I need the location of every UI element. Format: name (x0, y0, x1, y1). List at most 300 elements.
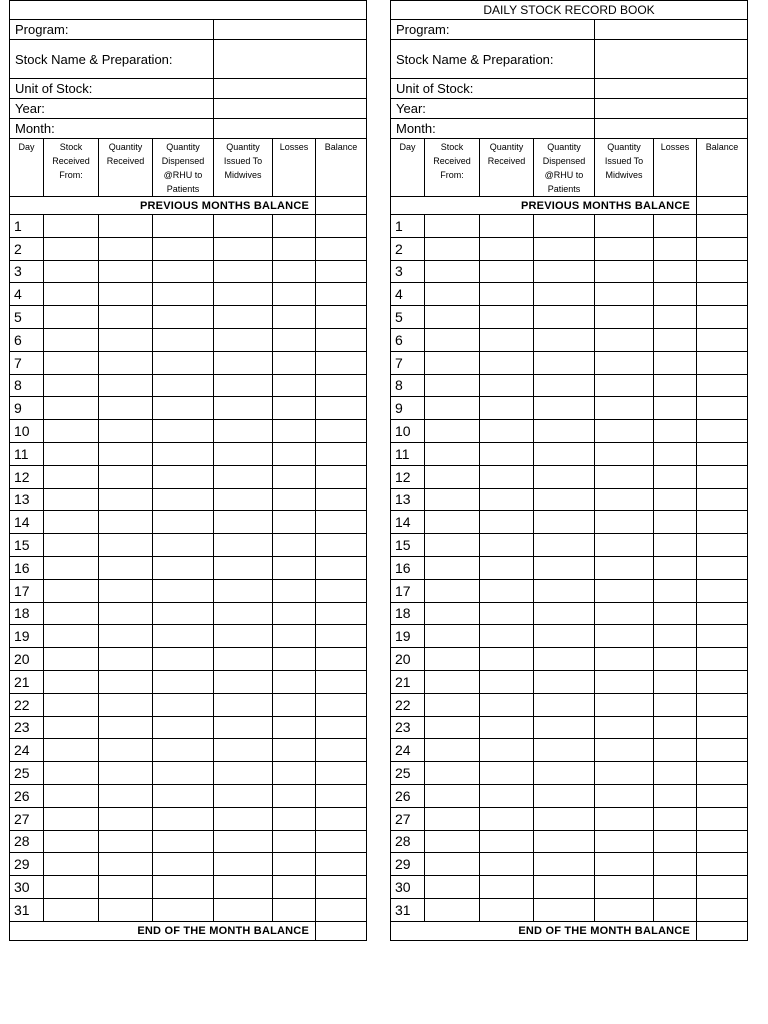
stock-received-from-cell[interactable] (44, 625, 99, 648)
balance-cell[interactable] (316, 420, 367, 443)
stock-received-from-cell[interactable] (425, 807, 480, 830)
stock-received-from-cell[interactable] (425, 716, 480, 739)
stock-received-from-cell[interactable] (425, 579, 480, 602)
quantity-issued-cell[interactable] (595, 625, 654, 648)
stock-received-from-cell[interactable] (425, 898, 480, 921)
losses-cell[interactable] (654, 670, 697, 693)
quantity-issued-cell[interactable] (595, 876, 654, 899)
quantity-received-cell[interactable] (99, 579, 153, 602)
balance-cell[interactable] (316, 602, 367, 625)
quantity-received-cell[interactable] (99, 351, 153, 374)
losses-cell[interactable] (654, 876, 697, 899)
quantity-issued-cell[interactable] (214, 670, 273, 693)
losses-cell[interactable] (273, 328, 316, 351)
stock-received-from-cell[interactable] (44, 534, 99, 557)
quantity-dispensed-cell[interactable] (534, 260, 595, 283)
quantity-dispensed-cell[interactable] (534, 215, 595, 238)
quantity-received-cell[interactable] (480, 853, 534, 876)
quantity-received-cell[interactable] (99, 556, 153, 579)
stock-received-from-cell[interactable] (425, 602, 480, 625)
quantity-dispensed-cell[interactable] (534, 420, 595, 443)
quantity-issued-cell[interactable] (595, 807, 654, 830)
quantity-received-cell[interactable] (480, 716, 534, 739)
quantity-dispensed-cell[interactable] (153, 648, 214, 671)
balance-cell[interactable] (697, 807, 748, 830)
balance-cell[interactable] (316, 374, 367, 397)
balance-cell[interactable] (697, 465, 748, 488)
quantity-received-cell[interactable] (480, 351, 534, 374)
quantity-received-cell[interactable] (99, 237, 153, 260)
quantity-dispensed-cell[interactable] (534, 670, 595, 693)
stock-received-from-cell[interactable] (44, 762, 99, 785)
stock-received-from-cell[interactable] (425, 397, 480, 420)
losses-cell[interactable] (654, 807, 697, 830)
quantity-dispensed-cell[interactable] (153, 237, 214, 260)
stock-received-from-cell[interactable] (44, 602, 99, 625)
stock-received-from-cell[interactable] (425, 215, 480, 238)
quantity-dispensed-cell[interactable] (153, 807, 214, 830)
losses-cell[interactable] (654, 260, 697, 283)
stock-received-from-cell[interactable] (425, 511, 480, 534)
balance-cell[interactable] (697, 670, 748, 693)
quantity-dispensed-cell[interactable] (534, 716, 595, 739)
quantity-received-cell[interactable] (480, 534, 534, 557)
quantity-dispensed-cell[interactable] (534, 488, 595, 511)
balance-cell[interactable] (697, 260, 748, 283)
quantity-issued-cell[interactable] (214, 625, 273, 648)
quantity-dispensed-cell[interactable] (534, 876, 595, 899)
stock-received-from-cell[interactable] (44, 739, 99, 762)
stock-received-from-cell[interactable] (44, 898, 99, 921)
losses-cell[interactable] (273, 648, 316, 671)
stock-received-from-cell[interactable] (44, 260, 99, 283)
losses-cell[interactable] (273, 215, 316, 238)
losses-cell[interactable] (273, 625, 316, 648)
stock-received-from-cell[interactable] (44, 215, 99, 238)
quantity-received-cell[interactable] (99, 283, 153, 306)
quantity-dispensed-cell[interactable] (153, 853, 214, 876)
balance-cell[interactable] (697, 397, 748, 420)
quantity-issued-cell[interactable] (214, 306, 273, 329)
quantity-received-cell[interactable] (99, 648, 153, 671)
losses-cell[interactable] (273, 739, 316, 762)
quantity-issued-cell[interactable] (214, 351, 273, 374)
stock-received-from-cell[interactable] (44, 306, 99, 329)
quantity-dispensed-cell[interactable] (153, 534, 214, 557)
stock-received-from-cell[interactable] (425, 306, 480, 329)
quantity-issued-cell[interactable] (595, 351, 654, 374)
quantity-issued-cell[interactable] (595, 853, 654, 876)
quantity-issued-cell[interactable] (214, 397, 273, 420)
quantity-received-cell[interactable] (480, 237, 534, 260)
losses-cell[interactable] (654, 556, 697, 579)
stock-received-from-cell[interactable] (44, 328, 99, 351)
balance-cell[interactable] (316, 876, 367, 899)
stock-received-from-cell[interactable] (425, 784, 480, 807)
quantity-dispensed-cell[interactable] (534, 328, 595, 351)
balance-cell[interactable] (697, 739, 748, 762)
quantity-issued-cell[interactable] (214, 602, 273, 625)
quantity-issued-cell[interactable] (595, 374, 654, 397)
quantity-received-cell[interactable] (480, 625, 534, 648)
quantity-issued-cell[interactable] (214, 283, 273, 306)
balance-cell[interactable] (316, 442, 367, 465)
losses-cell[interactable] (273, 351, 316, 374)
quantity-dispensed-cell[interactable] (534, 830, 595, 853)
program-field[interactable] (214, 20, 367, 40)
stock-name-field[interactable] (214, 40, 367, 79)
losses-cell[interactable] (273, 830, 316, 853)
stock-received-from-cell[interactable] (44, 556, 99, 579)
previous-balance-field[interactable] (697, 197, 748, 215)
quantity-dispensed-cell[interactable] (534, 739, 595, 762)
balance-cell[interactable] (316, 830, 367, 853)
balance-cell[interactable] (316, 784, 367, 807)
losses-cell[interactable] (273, 784, 316, 807)
month-field[interactable] (595, 119, 748, 139)
balance-cell[interactable] (697, 511, 748, 534)
quantity-received-cell[interactable] (480, 670, 534, 693)
stock-received-from-cell[interactable] (425, 237, 480, 260)
balance-cell[interactable] (697, 898, 748, 921)
quantity-dispensed-cell[interactable] (153, 488, 214, 511)
balance-cell[interactable] (697, 374, 748, 397)
quantity-received-cell[interactable] (480, 898, 534, 921)
quantity-dispensed-cell[interactable] (534, 625, 595, 648)
stock-received-from-cell[interactable] (425, 442, 480, 465)
quantity-received-cell[interactable] (480, 283, 534, 306)
stock-received-from-cell[interactable] (44, 511, 99, 534)
quantity-issued-cell[interactable] (595, 488, 654, 511)
quantity-issued-cell[interactable] (595, 784, 654, 807)
losses-cell[interactable] (273, 511, 316, 534)
losses-cell[interactable] (273, 579, 316, 602)
quantity-dispensed-cell[interactable] (153, 260, 214, 283)
losses-cell[interactable] (654, 420, 697, 443)
quantity-received-cell[interactable] (480, 762, 534, 785)
losses-cell[interactable] (273, 762, 316, 785)
losses-cell[interactable] (273, 283, 316, 306)
stock-received-from-cell[interactable] (44, 488, 99, 511)
balance-cell[interactable] (697, 830, 748, 853)
stock-received-from-cell[interactable] (44, 784, 99, 807)
balance-cell[interactable] (316, 397, 367, 420)
stock-name-field[interactable] (595, 40, 748, 79)
quantity-issued-cell[interactable] (214, 807, 273, 830)
quantity-received-cell[interactable] (480, 306, 534, 329)
quantity-issued-cell[interactable] (214, 260, 273, 283)
losses-cell[interactable] (654, 374, 697, 397)
quantity-issued-cell[interactable] (595, 465, 654, 488)
losses-cell[interactable] (273, 260, 316, 283)
quantity-received-cell[interactable] (480, 465, 534, 488)
quantity-dispensed-cell[interactable] (534, 898, 595, 921)
quantity-received-cell[interactable] (99, 260, 153, 283)
losses-cell[interactable] (654, 625, 697, 648)
quantity-dispensed-cell[interactable] (534, 351, 595, 374)
losses-cell[interactable] (654, 579, 697, 602)
quantity-issued-cell[interactable] (595, 215, 654, 238)
quantity-issued-cell[interactable] (595, 511, 654, 534)
stock-received-from-cell[interactable] (44, 670, 99, 693)
quantity-received-cell[interactable] (99, 807, 153, 830)
stock-received-from-cell[interactable] (425, 534, 480, 557)
losses-cell[interactable] (654, 215, 697, 238)
balance-cell[interactable] (697, 556, 748, 579)
quantity-issued-cell[interactable] (214, 853, 273, 876)
balance-cell[interactable] (316, 670, 367, 693)
quantity-received-cell[interactable] (99, 534, 153, 557)
quantity-issued-cell[interactable] (595, 534, 654, 557)
balance-cell[interactable] (697, 716, 748, 739)
quantity-received-cell[interactable] (99, 716, 153, 739)
losses-cell[interactable] (273, 716, 316, 739)
quantity-dispensed-cell[interactable] (153, 716, 214, 739)
quantity-issued-cell[interactable] (214, 556, 273, 579)
stock-received-from-cell[interactable] (44, 648, 99, 671)
balance-cell[interactable] (697, 762, 748, 785)
quantity-dispensed-cell[interactable] (534, 306, 595, 329)
quantity-issued-cell[interactable] (595, 328, 654, 351)
losses-cell[interactable] (654, 853, 697, 876)
losses-cell[interactable] (273, 853, 316, 876)
quantity-received-cell[interactable] (99, 625, 153, 648)
balance-cell[interactable] (316, 511, 367, 534)
stock-received-from-cell[interactable] (425, 762, 480, 785)
stock-received-from-cell[interactable] (425, 693, 480, 716)
quantity-dispensed-cell[interactable] (153, 351, 214, 374)
quantity-received-cell[interactable] (99, 693, 153, 716)
stock-received-from-cell[interactable] (425, 853, 480, 876)
balance-cell[interactable] (316, 762, 367, 785)
balance-cell[interactable] (697, 306, 748, 329)
quantity-issued-cell[interactable] (595, 898, 654, 921)
quantity-received-cell[interactable] (99, 511, 153, 534)
quantity-dispensed-cell[interactable] (153, 625, 214, 648)
quantity-issued-cell[interactable] (214, 215, 273, 238)
balance-cell[interactable] (316, 534, 367, 557)
balance-cell[interactable] (316, 648, 367, 671)
quantity-issued-cell[interactable] (214, 488, 273, 511)
balance-cell[interactable] (697, 328, 748, 351)
quantity-issued-cell[interactable] (214, 511, 273, 534)
losses-cell[interactable] (654, 488, 697, 511)
quantity-issued-cell[interactable] (214, 784, 273, 807)
quantity-received-cell[interactable] (480, 693, 534, 716)
balance-cell[interactable] (697, 420, 748, 443)
balance-cell[interactable] (316, 807, 367, 830)
quantity-issued-cell[interactable] (214, 579, 273, 602)
unit-field[interactable] (595, 79, 748, 99)
quantity-received-cell[interactable] (480, 215, 534, 238)
quantity-received-cell[interactable] (480, 556, 534, 579)
stock-received-from-cell[interactable] (44, 579, 99, 602)
quantity-received-cell[interactable] (99, 420, 153, 443)
program-field[interactable] (595, 20, 748, 40)
quantity-issued-cell[interactable] (214, 739, 273, 762)
quantity-issued-cell[interactable] (595, 602, 654, 625)
balance-cell[interactable] (697, 853, 748, 876)
balance-cell[interactable] (697, 351, 748, 374)
quantity-received-cell[interactable] (480, 830, 534, 853)
quantity-received-cell[interactable] (99, 739, 153, 762)
quantity-issued-cell[interactable] (214, 465, 273, 488)
balance-cell[interactable] (316, 260, 367, 283)
stock-received-from-cell[interactable] (425, 488, 480, 511)
quantity-issued-cell[interactable] (595, 716, 654, 739)
year-field[interactable] (595, 99, 748, 119)
quantity-dispensed-cell[interactable] (534, 374, 595, 397)
quantity-received-cell[interactable] (99, 442, 153, 465)
quantity-received-cell[interactable] (480, 488, 534, 511)
losses-cell[interactable] (654, 534, 697, 557)
quantity-received-cell[interactable] (99, 898, 153, 921)
quantity-issued-cell[interactable] (214, 762, 273, 785)
losses-cell[interactable] (273, 670, 316, 693)
stock-received-from-cell[interactable] (44, 807, 99, 830)
losses-cell[interactable] (654, 442, 697, 465)
balance-cell[interactable] (316, 488, 367, 511)
quantity-issued-cell[interactable] (214, 648, 273, 671)
stock-received-from-cell[interactable] (425, 328, 480, 351)
quantity-received-cell[interactable] (99, 784, 153, 807)
balance-cell[interactable] (316, 625, 367, 648)
quantity-dispensed-cell[interactable] (153, 465, 214, 488)
year-field[interactable] (214, 99, 367, 119)
balance-cell[interactable] (316, 716, 367, 739)
quantity-received-cell[interactable] (480, 420, 534, 443)
balance-cell[interactable] (316, 328, 367, 351)
quantity-issued-cell[interactable] (214, 716, 273, 739)
quantity-issued-cell[interactable] (595, 670, 654, 693)
balance-cell[interactable] (316, 237, 367, 260)
quantity-received-cell[interactable] (99, 670, 153, 693)
balance-cell[interactable] (697, 283, 748, 306)
quantity-dispensed-cell[interactable] (153, 579, 214, 602)
stock-received-from-cell[interactable] (425, 260, 480, 283)
quantity-dispensed-cell[interactable] (534, 556, 595, 579)
stock-received-from-cell[interactable] (425, 625, 480, 648)
balance-cell[interactable] (316, 351, 367, 374)
losses-cell[interactable] (654, 397, 697, 420)
quantity-dispensed-cell[interactable] (153, 693, 214, 716)
balance-cell[interactable] (697, 579, 748, 602)
stock-received-from-cell[interactable] (425, 420, 480, 443)
quantity-received-cell[interactable] (480, 397, 534, 420)
stock-received-from-cell[interactable] (44, 693, 99, 716)
stock-received-from-cell[interactable] (44, 397, 99, 420)
quantity-dispensed-cell[interactable] (153, 442, 214, 465)
quantity-dispensed-cell[interactable] (534, 465, 595, 488)
quantity-dispensed-cell[interactable] (153, 602, 214, 625)
losses-cell[interactable] (654, 898, 697, 921)
balance-cell[interactable] (316, 579, 367, 602)
balance-cell[interactable] (316, 693, 367, 716)
quantity-dispensed-cell[interactable] (534, 853, 595, 876)
balance-cell[interactable] (316, 283, 367, 306)
losses-cell[interactable] (654, 351, 697, 374)
quantity-issued-cell[interactable] (595, 556, 654, 579)
losses-cell[interactable] (654, 328, 697, 351)
quantity-dispensed-cell[interactable] (534, 602, 595, 625)
losses-cell[interactable] (273, 693, 316, 716)
quantity-received-cell[interactable] (480, 260, 534, 283)
quantity-issued-cell[interactable] (214, 237, 273, 260)
losses-cell[interactable] (654, 762, 697, 785)
quantity-received-cell[interactable] (480, 739, 534, 762)
losses-cell[interactable] (654, 465, 697, 488)
quantity-dispensed-cell[interactable] (153, 784, 214, 807)
stock-received-from-cell[interactable] (44, 853, 99, 876)
balance-cell[interactable] (316, 306, 367, 329)
end-balance-field[interactable] (316, 921, 367, 940)
losses-cell[interactable] (654, 306, 697, 329)
quantity-received-cell[interactable] (99, 328, 153, 351)
losses-cell[interactable] (654, 739, 697, 762)
quantity-dispensed-cell[interactable] (153, 670, 214, 693)
quantity-dispensed-cell[interactable] (153, 374, 214, 397)
quantity-dispensed-cell[interactable] (534, 762, 595, 785)
quantity-received-cell[interactable] (99, 602, 153, 625)
quantity-dispensed-cell[interactable] (153, 556, 214, 579)
quantity-issued-cell[interactable] (595, 693, 654, 716)
quantity-received-cell[interactable] (99, 465, 153, 488)
quantity-issued-cell[interactable] (214, 534, 273, 557)
quantity-received-cell[interactable] (480, 328, 534, 351)
balance-cell[interactable] (697, 876, 748, 899)
quantity-dispensed-cell[interactable] (153, 283, 214, 306)
quantity-issued-cell[interactable] (595, 306, 654, 329)
quantity-received-cell[interactable] (480, 579, 534, 602)
balance-cell[interactable] (697, 625, 748, 648)
losses-cell[interactable] (273, 488, 316, 511)
quantity-received-cell[interactable] (480, 807, 534, 830)
quantity-dispensed-cell[interactable] (153, 306, 214, 329)
losses-cell[interactable] (654, 784, 697, 807)
stock-received-from-cell[interactable] (44, 374, 99, 397)
stock-received-from-cell[interactable] (44, 830, 99, 853)
quantity-dispensed-cell[interactable] (153, 898, 214, 921)
quantity-received-cell[interactable] (480, 511, 534, 534)
balance-cell[interactable] (316, 853, 367, 876)
quantity-issued-cell[interactable] (595, 397, 654, 420)
balance-cell[interactable] (697, 442, 748, 465)
quantity-issued-cell[interactable] (595, 830, 654, 853)
stock-received-from-cell[interactable] (44, 283, 99, 306)
quantity-issued-cell[interactable] (595, 739, 654, 762)
stock-received-from-cell[interactable] (425, 739, 480, 762)
stock-received-from-cell[interactable] (44, 876, 99, 899)
stock-received-from-cell[interactable] (425, 465, 480, 488)
quantity-dispensed-cell[interactable] (534, 648, 595, 671)
quantity-received-cell[interactable] (99, 762, 153, 785)
quantity-issued-cell[interactable] (214, 328, 273, 351)
quantity-dispensed-cell[interactable] (153, 420, 214, 443)
stock-received-from-cell[interactable] (44, 442, 99, 465)
balance-cell[interactable] (316, 898, 367, 921)
quantity-dispensed-cell[interactable] (153, 762, 214, 785)
quantity-received-cell[interactable] (99, 876, 153, 899)
quantity-issued-cell[interactable] (595, 762, 654, 785)
stock-received-from-cell[interactable] (425, 283, 480, 306)
unit-field[interactable] (214, 79, 367, 99)
quantity-received-cell[interactable] (99, 488, 153, 511)
quantity-dispensed-cell[interactable] (153, 397, 214, 420)
losses-cell[interactable] (273, 306, 316, 329)
quantity-dispensed-cell[interactable] (534, 534, 595, 557)
quantity-issued-cell[interactable] (595, 420, 654, 443)
stock-received-from-cell[interactable] (425, 648, 480, 671)
